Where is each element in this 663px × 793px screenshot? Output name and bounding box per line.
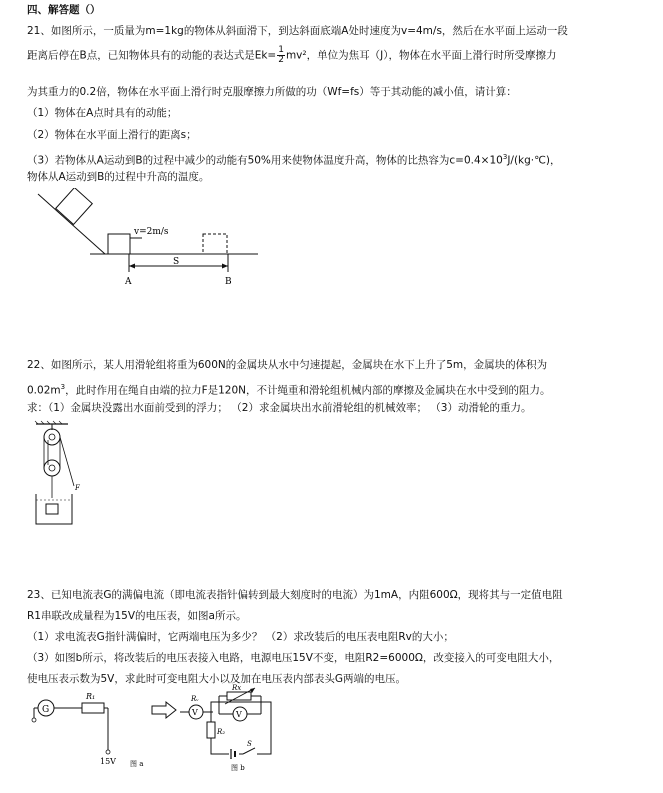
q21-line-6-b: J/(kg·℃)， (507, 154, 561, 167)
fraction-denominator: 2 (278, 55, 284, 65)
fraction-numerator: 1 (278, 45, 284, 55)
q22-line-2-b: ，此时作用在绳自由端的拉力F是120N，不计绳重和滑轮组机械内部的摩擦及金属块在水中受到的阻力。 (65, 384, 551, 397)
half-fraction (277, 46, 285, 65)
velocity-label: v=2m/s (134, 227, 169, 237)
variable-resistor-rx (227, 692, 251, 700)
movable-pulley (44, 460, 60, 476)
q21-line-6 (27, 150, 561, 168)
block-at-a (108, 234, 130, 254)
q23-figure-b (205, 684, 280, 774)
q22-line-2-a: 0.02m (27, 384, 61, 397)
rv-label: Rᵥ (191, 695, 199, 703)
r1-label: R₁ (86, 692, 96, 701)
q22-line-2-sup: 3 (60, 383, 66, 391)
q21-line-6-a: （3）若物体从A运动到B的过程中减少的动能有50%用来使物体温度升高，物体的比热容为c=0.4×10 (27, 154, 503, 167)
q23-line-4: （3）如图b所示，将改装后的电压表接入电路，电源电压15V不变，电阻R2=6000Ω，改变接入的可变电阻大小， (27, 652, 560, 664)
switch-label: S (247, 740, 252, 748)
q22-figure (28, 420, 103, 530)
q22-line-2 (27, 380, 551, 398)
free-rope (60, 437, 74, 486)
figure-b-caption: 图 b (231, 764, 245, 772)
resistor-r2 (207, 722, 215, 738)
q22-line-1: 22、如图所示，某人用滑轮组将重为600N的金属块从水中匀速提起，金属块在水下上升了5m，金属块的体积为 (27, 359, 548, 371)
q23-line-5: 使电压表示数为5V，求此时可变电阻大小以及加在电压表内部表头G两端的电压。 (27, 673, 406, 685)
incline-block (56, 188, 93, 224)
block-at-b-dashed (203, 234, 227, 254)
q23-line-2: R1串联改成量程为15V的电压表，如图a所示。 (27, 610, 247, 622)
q21-line-1: 21、如图所示，一质量为m=1kg的物体从斜面滑下，到达斜面底端A处时速度为v=4m/s，然后在水平面上运动一段 (27, 25, 568, 37)
v-meter-label: V (236, 710, 242, 719)
q21-line-2-b: mv²，单位为焦耳（J），物体在水平面上滑行时所受摩擦力 (285, 49, 557, 62)
figure-a-caption: 图 a (130, 760, 144, 768)
q23-line-1: 23、已知电流表G的满偏电流（即电流表指针偏转到最大刻度时的电流）为1mA，内阻600Ω，现将其与一定值电阻 (27, 589, 563, 601)
q21-line-7: 物体从A运动到B的过程中升高的温度。 (27, 171, 210, 183)
point-a-label: A (125, 277, 132, 287)
q21-line-6-sup: 3 (502, 153, 508, 161)
resistor-r1 (82, 703, 104, 713)
q21-line-4: （1）物体在A点时具有的动能； (27, 107, 178, 119)
q21-line-2 (27, 46, 556, 65)
rx-label: Rx (232, 684, 242, 692)
q23-line-3: （1）求电流表G指针满偏时，它两端电压为多少？ （2）求改装后的电压表电阻Rv的大小； (27, 631, 454, 643)
q22-line-3: 求：（1）金属块没露出水面前受到的浮力； （2）求金属块出水前滑轮组的机械效率； （3）动滑轮的重力。 (27, 402, 532, 414)
fixed-pulley (44, 429, 60, 445)
point-b-label: B (225, 277, 232, 287)
distance-s-label: S (173, 257, 180, 267)
q21-line-3: 为其重力的0.2倍，物体在水平面上滑行时克服摩擦力所做的功（Wf=fs）等于其动能的减小值，请计算： (27, 86, 517, 98)
q21-line-5: （2）物体在水平面上滑行的距离s； (27, 129, 197, 141)
q23-figure-a (30, 688, 150, 774)
q21-line-2-a: 距离后停在B点，已知物体具有的动能的表达式是Ek= (27, 49, 277, 62)
transform-arrow-icon (150, 700, 180, 720)
voltage-15v-label: 15V (100, 757, 116, 766)
metal-block (46, 504, 58, 514)
force-f-label: F (75, 484, 80, 492)
v-label: V (192, 708, 198, 717)
r2-label: R₂ (217, 728, 226, 736)
galvanometer-label: G (42, 705, 50, 715)
section-title: 四、解答题（） (27, 4, 101, 16)
q21-figure (30, 188, 260, 293)
